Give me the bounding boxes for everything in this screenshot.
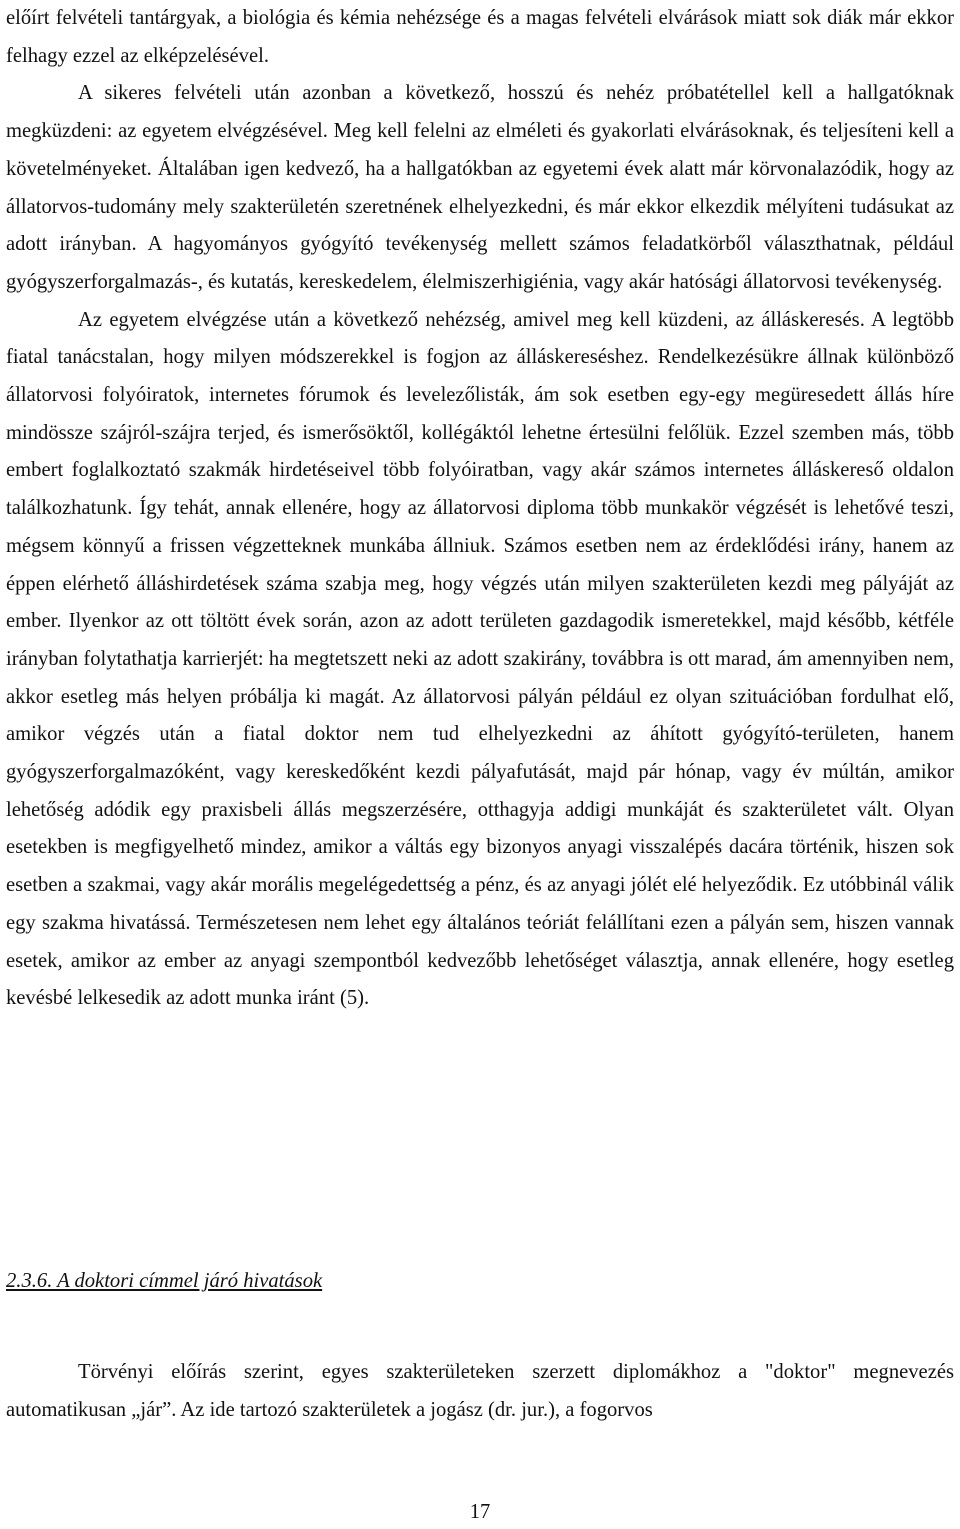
page-number: 17: [469, 1501, 491, 1523]
paragraph-4: Törvényi előírás szerint, egyes szakterületeken szerzett diplomákhoz a "doktor" megnevezés automatikusan „jár”. Az ide tartozó szakterületek a jogász (dr. jur.), a fogorvos: [6, 1361, 954, 1421]
paragraph-1: előírt felvételi tantárgyak, a biológia és kémia nehézsége és a magas felvételi elvárások miatt sok diák már ekkor felhagy ezzel az elképzelésével.: [6, 7, 954, 67]
document-page: [6, 0, 954, 1018]
paragraph-2: A sikeres felvételi után azonban a következő, hosszú és nehéz próbatétellel kell a hallgatóknak megküzdeni: az egyetem elvégzésével. Meg kell felelni az elméleti és gyakorlati elvárásoknak, és teljesíteni kell a követelményeket. Általában igen kedvező, ha a hallgatókban az egyetemi évek alatt már körvonalazódik, hogy az állatorvos-tudomány mely szakterületén szeretnének elhelyezkedni, és már ekkor elkezdik mélyíteni tudásukat az adott irányban. A hagyományos gyógyító tevékenység mellett számos feladatkörből választhatnak, például gyógyszerforgalmazás-, és kutatás, kereskedelem, élelmiszerhigiénia, vagy akár hatósági állatorvosi tevékenység.: [6, 82, 954, 293]
paragraph-3: Az egyetem elvégzése után a következő nehézség, amivel meg kell küzdeni, az álláskeresés. A legtöbb fiatal tanácstalan, hogy milyen módszerekkel is fogjon az álláskereséshez. Rendelkezésükre állnak különböző állatorvosi folyóiratok, internetes fórumok és levelezőlisták, ám sok esetben egy-egy megüresedett állás híre mindössze szájról-szájra terjed, és ismerősöktől, kollégáktól lehetne értesülni felőlük. Ezzel szemben más, több embert foglalkoztató szakmák hirdetéseivel több folyóiratban, vagy akár számos internetes álláskereső oldalon találkozhatunk. Így tehát, annak ellenére, hogy az állatorvosi diploma több munkakör végzését is lehetővé teszi, mégsem könnyű a frissen végzetteknek munkába állniuk. Számos esetben nem az érdeklődési irány, hanem az éppen elérhető álláshirdetések száma szabja meg, hogy végzés után milyen szakterületen kezdi meg pályáját az ember. Ilyenkor az ott töltött évek során, azon az adott területen gazdagodik ismeretekkel, majd később, kétféle irányban folytathatja karrierjét: ha megtetszett neki az adott szakirány, továbbra is ott marad, ám amennyiben nem, akkor esetleg más helyen próbálja ki magát. Az állatorvosi pályán például ez olyan szituációban fordulhat elő, amikor végzés után a fiatal doktor nem tud elhelyezkedni az áhított gyógyító-területen, hanem gyógyszerforgalmazóként, vagy kereskedőként kezdi pályafutását, majd pár hónap, vagy év múltán, amikor lehetőség adódik egy praxisbeli állás megszerzésére, otthagyja addigi munkáját és szakterületet vált. Olyan esetekben is megfigyelhető mindez, amikor a váltás egy bizonyos anyagi visszalépés dacára történik, hiszen sok esetben a szakmai, vagy akár morális megelégedettség a pénz, és az anyagi jólét elé helyeződik. Ez utóbbinál válik egy szakma hivatássá. Természetesen nem lehet egy általános teóriát felállítani ezen a pályán sem, hiszen vannak esetek, amikor az ember az anyagi szempontból kedvezőbb lehetőséget választja, annak ellenére, hogy esetleg kevésbé lelkesedik az adott munka iránt (5).: [6, 308, 954, 1010]
final-section: [6, 1354, 954, 1429]
section-heading: 2.3.6. A doktori címmel járó hivatások: [6, 1270, 323, 1292]
